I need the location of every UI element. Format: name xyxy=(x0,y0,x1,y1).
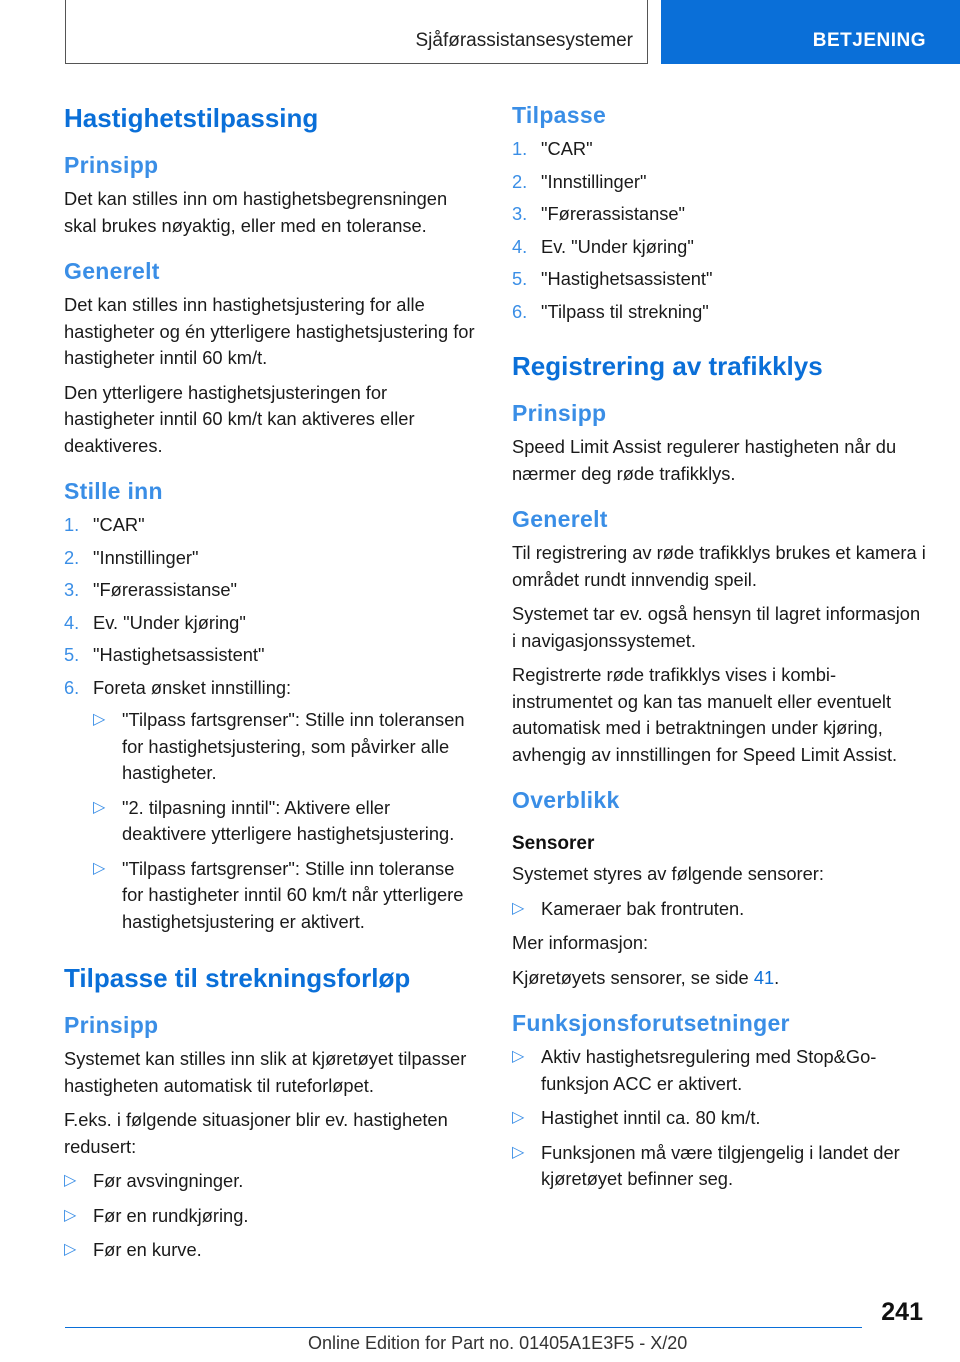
paragraph-reg-generelt-1: Til registrering av røde trafikklys brukes et kamera i området rundt innvendig speil. xyxy=(512,542,926,590)
triangle-bullet-icon: ▷ xyxy=(512,1109,525,1126)
heading-stille-inn: Stille inn xyxy=(64,478,163,504)
section-title-tilpasse-strekning: Tilpasse til strekningsforløp xyxy=(64,963,411,993)
step-number: 2. xyxy=(512,170,528,192)
list-item xyxy=(64,1203,479,1230)
list-item xyxy=(93,856,479,936)
paragraph-reg-generelt-3: Registrerte røde trafikklys vises i kombi-instrumentet og kan tas manuelt eller eventuelt automatisk med i betraktningen under kjøring, avhengig av innstillingen for Speed Limit Assist. xyxy=(512,664,898,765)
triangle-bullet-icon: ▷ xyxy=(64,1206,77,1224)
list-item xyxy=(64,577,479,604)
step-text: "Innstillinger" xyxy=(93,546,199,568)
step-text: Foreta ønsket innstilling: xyxy=(93,676,292,698)
paragraph-tilpasse-2: F.eks. i følgende situasjoner blir ev. hastigheten redusert: xyxy=(64,1109,448,1157)
list-item xyxy=(93,795,479,848)
list-item xyxy=(93,707,479,787)
step-number: 4. xyxy=(512,235,528,257)
list-item xyxy=(512,1105,927,1132)
triangle-bullet-icon: ▷ xyxy=(64,1241,77,1258)
reference-text: Kjøretøyets sensorer, se side xyxy=(512,966,754,988)
paragraph-mer-info: Mer informasjon: xyxy=(512,932,649,953)
header-chapter-label: BETJENING xyxy=(812,30,926,51)
step-text: "CAR" xyxy=(93,514,145,535)
triangle-bullet-icon: ▷ xyxy=(64,1172,77,1189)
step-text: "Innstillinger" xyxy=(541,170,647,192)
heading-overblikk: Overblikk xyxy=(512,787,620,813)
step-number: 3. xyxy=(64,579,80,600)
list-item xyxy=(64,610,479,637)
list-item xyxy=(512,1044,927,1097)
bullet-text: "Tilpass fartsgrenser": Stille inn toleransen for hastighetsjustering, som påvirker alle hastigheter. xyxy=(122,709,465,783)
section-title-registrering-trafikklys: Registrering av trafikklys xyxy=(512,351,823,381)
step-number: 1. xyxy=(512,138,528,159)
paragraph-generelt-2: Den ytterligere hastighetsjusteringen for hastigheter inntil 60 km/t kan aktiveres eller deaktiveres. xyxy=(64,381,415,456)
triangle-bullet-icon: ▷ xyxy=(93,859,106,877)
sensorer-bullets xyxy=(512,896,927,923)
list-item xyxy=(512,169,927,196)
list-item xyxy=(512,896,927,923)
bullet-text: Aktiv hastighetsregulering med Stop&Go-funksjon ACC er aktivert. xyxy=(541,1046,877,1094)
paragraph-reg-generelt-2: Systemet tar ev. også hensyn til lagret informasjon i navigasjonssystemet. xyxy=(512,603,921,651)
bullet-text: "Tilpass fartsgrenser": Stille inn toleranse for hastigheter inntil 60 km/t når ytterligere hastighetsjustering er aktivert. xyxy=(122,857,464,932)
paragraph-reg-prinsipp: Speed Limit Assist regulerer hastigheten når du nærmer deg røde trafikklys. xyxy=(512,436,897,484)
step-number: 2. xyxy=(64,546,80,568)
list-item xyxy=(512,234,927,261)
funksjon-bullets xyxy=(512,1044,927,1193)
bullet-text: "2. tilpasning inntil": Aktivere eller deaktivere ytterligere hastighetsjustering. xyxy=(122,796,455,844)
step-number: 5. xyxy=(64,644,80,665)
step-number: 5. xyxy=(512,268,528,289)
step-text: "Førerassistanse" xyxy=(93,579,238,600)
list-item xyxy=(512,136,927,163)
tilpasse-steps xyxy=(512,136,927,325)
list-item xyxy=(64,642,479,669)
step-text: "Førerassistanse" xyxy=(541,203,686,224)
step-number: 3. xyxy=(512,203,528,224)
step-number: 6. xyxy=(64,676,80,698)
page-reference-link[interactable]: 41 xyxy=(753,966,775,988)
step-number: 6. xyxy=(512,300,528,322)
paragraph-prinsipp: Det kan stilles inn om hastighetsbegrensningen skal brukes nøyaktig, eller med en toleranse. xyxy=(64,188,448,236)
list-item xyxy=(64,512,479,539)
heading-generelt-2: Generelt xyxy=(512,506,608,532)
bullet-text: Kameraer bak frontruten. xyxy=(541,897,745,919)
reference-end: . xyxy=(774,966,780,988)
list-item xyxy=(512,1140,927,1193)
triangle-bullet-icon: ▷ xyxy=(512,1143,525,1161)
step-text: "Hastighetsassistent" xyxy=(93,644,265,665)
step-text: "CAR" xyxy=(541,138,593,159)
heading-prinsipp: Prinsipp xyxy=(64,152,159,178)
heading-generelt: Generelt xyxy=(64,258,160,284)
step-number: 4. xyxy=(64,611,80,633)
list-item xyxy=(64,1237,479,1264)
list-item xyxy=(512,299,927,326)
bullet-text: Før en kurve. xyxy=(93,1239,202,1260)
triangle-bullet-icon: ▷ xyxy=(512,899,525,917)
triangle-bullet-icon: ▷ xyxy=(93,711,106,728)
step-text: Ev. "Under kjøring" xyxy=(93,611,246,633)
step-number: 1. xyxy=(64,514,80,535)
page-number: 241 xyxy=(881,1298,923,1326)
section-title-hastighetstilpassing: Hastighetstilpassing xyxy=(64,103,319,133)
list-item xyxy=(512,201,927,228)
step-text: "Tilpass til strekning" xyxy=(541,300,709,322)
header-section-title: Sjåførassistansesystemer xyxy=(415,30,633,51)
paragraph-sensorer: Systemet styres av følgende sensorer: xyxy=(512,863,824,884)
bullet-text: Før avsvingninger. xyxy=(93,1170,244,1191)
triangle-bullet-icon: ▷ xyxy=(512,1048,525,1065)
stille-inn-steps xyxy=(64,512,479,935)
list-item xyxy=(512,266,927,293)
footer-divider xyxy=(65,1327,862,1328)
heading-sensorer: Sensorer xyxy=(512,833,595,854)
step-text: "Hastighetsassistent" xyxy=(541,268,713,289)
list-item xyxy=(64,675,479,936)
paragraph-reference xyxy=(512,965,927,992)
heading-prinsipp-2: Prinsipp xyxy=(64,1012,159,1038)
triangle-bullet-icon: ▷ xyxy=(93,798,106,816)
list-item xyxy=(64,545,479,572)
stille-inn-sub-options xyxy=(93,707,479,935)
heading-prinsipp-3: Prinsipp xyxy=(512,400,607,426)
footer-edition-text: Online Edition for Part no. 01405A1E3F5 - X/20 xyxy=(308,1333,688,1353)
bullet-text: Hastighet inntil ca. 80 km/t. xyxy=(541,1107,761,1128)
bullet-text: Funksjonen må være tilgjengelig i landet der kjøretøyet befinner seg. xyxy=(541,1141,900,1189)
list-item xyxy=(64,1168,479,1195)
paragraph-tilpasse-1: Systemet kan stilles inn slik at kjøretøyet tilpasser hastigheten automatisk til ruteforløpet. xyxy=(64,1048,467,1096)
header-section-box xyxy=(65,0,648,64)
right-column xyxy=(512,100,927,1201)
step-text: Ev. "Under kjøring" xyxy=(541,235,694,257)
header-chapter-tab[interactable] xyxy=(661,0,960,64)
heading-tilpasse: Tilpasse xyxy=(512,102,607,128)
heading-funksjonsforutsetninger: Funksjonsforutsetninger xyxy=(512,1010,790,1036)
left-column xyxy=(64,100,479,1272)
tilpasse-bullets xyxy=(64,1168,479,1264)
paragraph-generelt-1: Det kan stilles inn hastighetsjustering for alle hastigheter og én ytterligere hastighetsjustering for hastigheter inntil 60 km/t. xyxy=(64,294,475,368)
bullet-text: Før en rundkjøring. xyxy=(93,1204,249,1226)
